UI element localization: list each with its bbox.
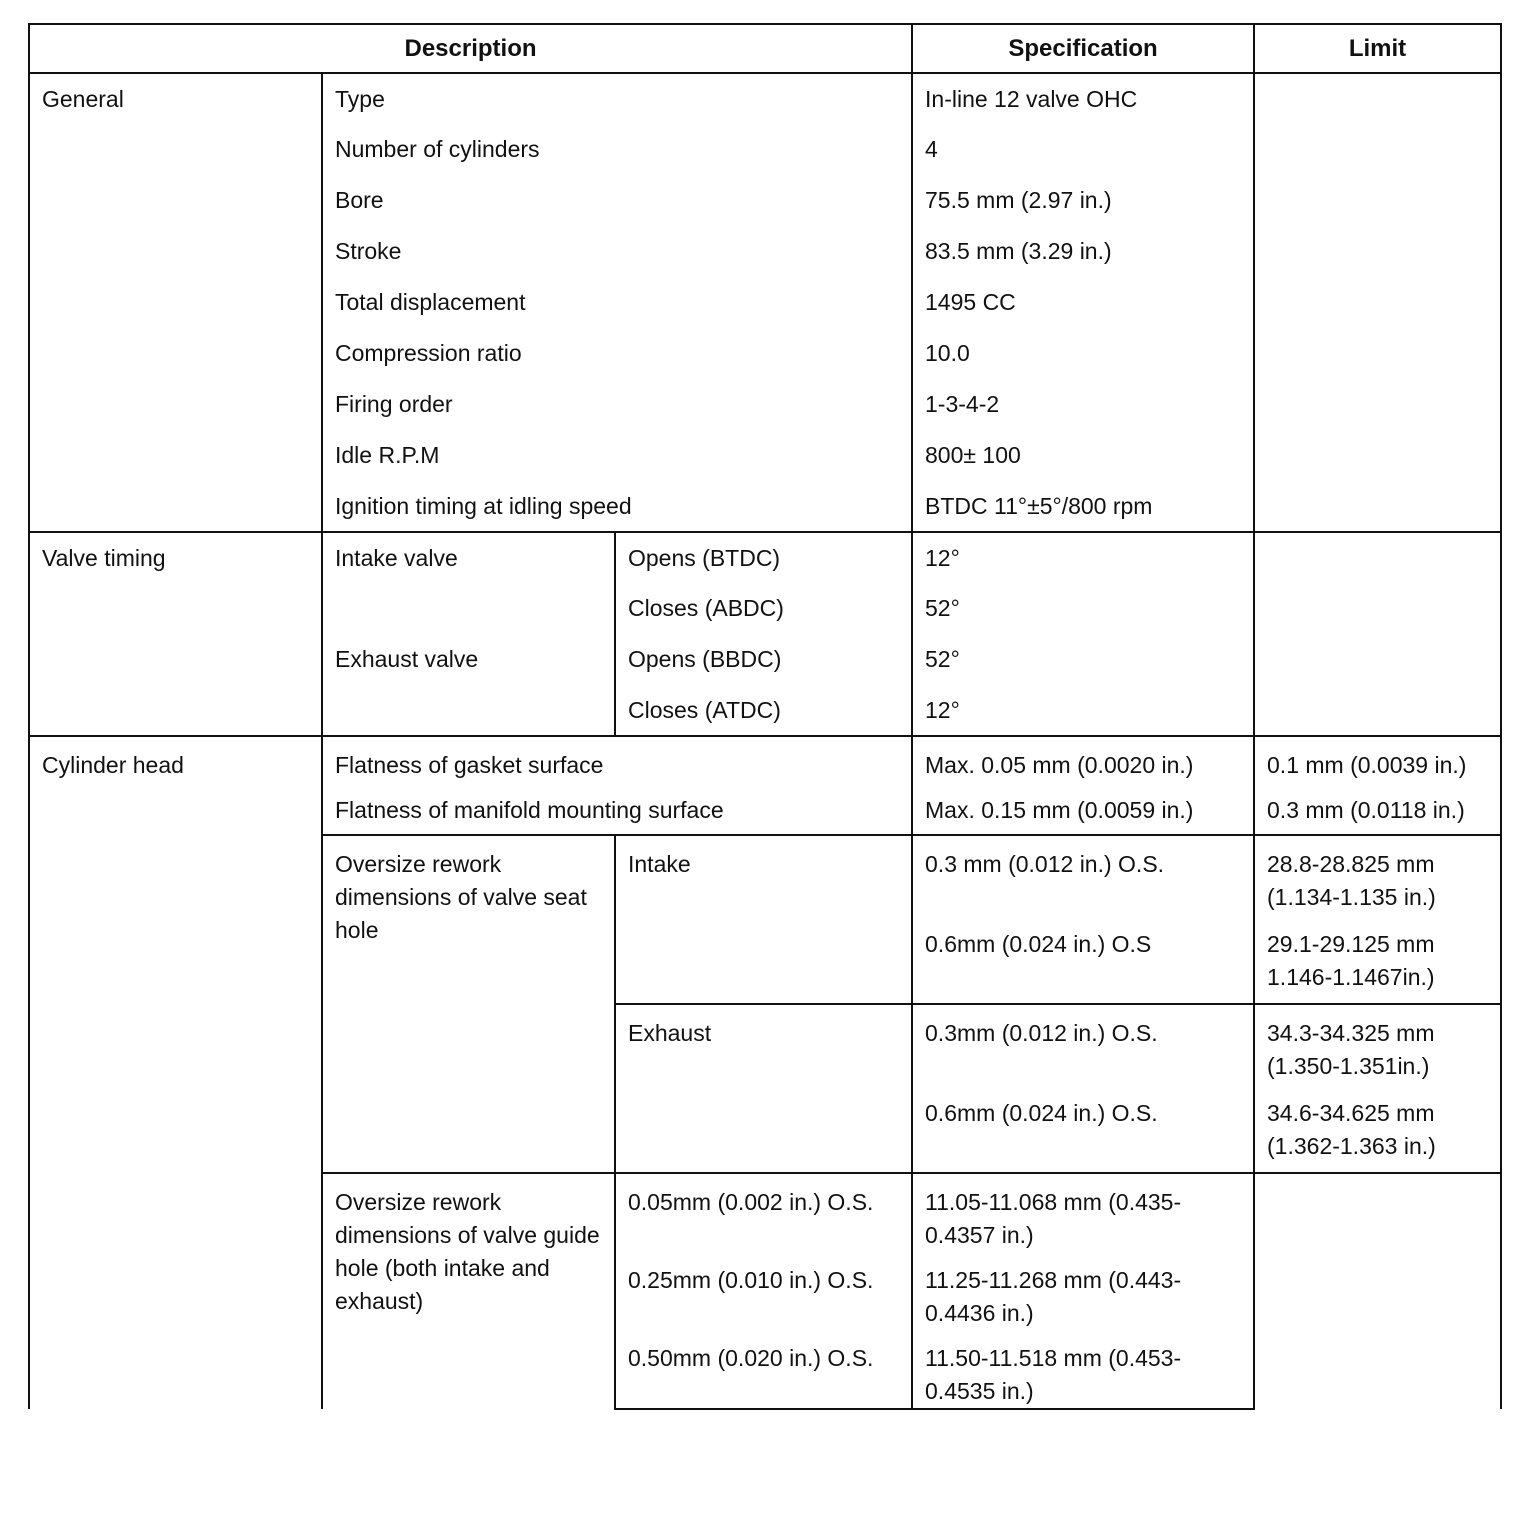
valve-event-spec: 52° [912,634,1254,685]
header-limit: Limit [1254,24,1501,73]
general-item: Stroke [322,226,912,277]
guide-hole-size: 0.50mm (0.020 in.) O.S. [615,1330,912,1409]
general-spec: In-line 12 valve OHC [912,73,1254,124]
valve-event-spec: 12° [912,685,1254,736]
flatness-spec: Max. 0.05 mm (0.0020 in.) [912,736,1254,782]
section-general-label: General [29,73,322,532]
flatness-item: Flatness of gasket surface [322,736,912,782]
seat-hole-exhaust-label: Exhaust [615,1004,912,1173]
valve-event-spec: 52° [912,583,1254,634]
seat-hole-label: Oversize rework dimensions of valve seat hole [322,835,615,1173]
general-spec: 75.5 mm (2.97 in.) [912,175,1254,226]
general-item: Firing order [322,379,912,430]
seat-hole-spec: 0.6mm (0.024 in.) O.S. [912,1085,1254,1173]
seat-hole-intake-label: Intake [615,835,912,1004]
valve-event-spec: 12° [912,532,1254,583]
guide-hole-limit-empty [1254,1173,1501,1409]
general-spec: 1495 CC [912,277,1254,328]
general-limit-empty [1254,73,1501,532]
flatness-spec: Max. 0.15 mm (0.0059 in.) [912,782,1254,835]
guide-hole-size: 0.05mm (0.002 in.) O.S. [615,1173,912,1252]
valve-timing-limit-empty [1254,532,1501,736]
general-spec: 4 [912,124,1254,175]
guide-hole-spec: 11.05-11.068 mm (0.435-0.4357 in.) [912,1173,1254,1252]
general-item: Bore [322,175,912,226]
header-description: Description [29,24,912,73]
general-spec: BTDC 11°±5°/800 rpm [912,481,1254,532]
section-valve-timing-label: Valve timing [29,532,322,736]
header-specification: Specification [912,24,1254,73]
seat-hole-limit: 29.1-29.125 mm 1.146-1.1467in.) [1254,916,1501,1004]
seat-hole-limit: 34.3-34.325 mm (1.350-1.351in.) [1254,1004,1501,1085]
general-item: Type [322,73,912,124]
seat-hole-spec: 0.6mm (0.024 in.) O.S [912,916,1254,1004]
valve-event: Closes (ATDC) [615,685,912,736]
general-item: Idle R.P.M [322,430,912,481]
general-item: Number of cylinders [322,124,912,175]
general-spec: 1-3-4-2 [912,379,1254,430]
engine-specification-table [28,23,1502,1410]
section-cylinder-head-label: Cylinder head [29,736,322,1409]
seat-hole-spec: 0.3 mm (0.012 in.) O.S. [912,835,1254,916]
flatness-item: Flatness of manifold mounting surface [322,782,912,835]
general-spec: 800± 100 [912,430,1254,481]
guide-hole-size: 0.25mm (0.010 in.) O.S. [615,1252,912,1330]
exhaust-valve-label: Exhaust valve [322,634,615,736]
guide-hole-label: Oversize rework dimensions of valve guide hole (both intake and exhaust) [322,1173,615,1409]
general-item: Compression ratio [322,328,912,379]
intake-valve-label: Intake valve [322,532,615,634]
seat-hole-spec: 0.3mm (0.012 in.) O.S. [912,1004,1254,1085]
valve-event: Opens (BBDC) [615,634,912,685]
general-spec: 10.0 [912,328,1254,379]
flatness-limit: 0.1 mm (0.0039 in.) [1254,736,1501,782]
general-spec: 83.5 mm (3.29 in.) [912,226,1254,277]
seat-hole-limit: 34.6-34.625 mm (1.362-1.363 in.) [1254,1085,1501,1173]
flatness-limit: 0.3 mm (0.0118 in.) [1254,782,1501,835]
seat-hole-limit: 28.8-28.825 mm (1.134-1.135 in.) [1254,835,1501,916]
valve-event: Closes (ABDC) [615,583,912,634]
guide-hole-spec: 11.50-11.518 mm (0.453-0.4535 in.) [912,1330,1254,1409]
guide-hole-spec: 11.25-11.268 mm (0.443-0.4436 in.) [912,1252,1254,1330]
valve-event: Opens (BTDC) [615,532,912,583]
general-item: Total displacement [322,277,912,328]
general-item: Ignition timing at idling speed [322,481,912,532]
